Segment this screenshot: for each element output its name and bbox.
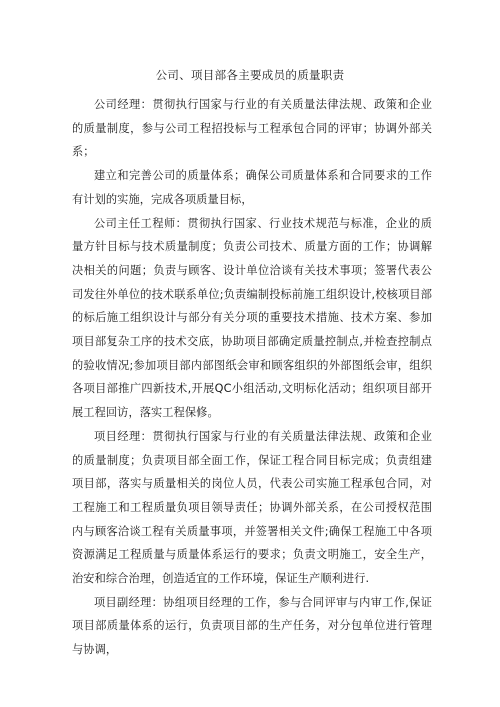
paragraph-project-manager: 项目经理：贯彻执行国家与行业的有关质量法律法规、政策和企业的质量制度；负责项目部全面工作，保证工程合同目标完成；负责组建项目部，落实与质量相关的岗位人员，代表公司实施工程承包合同，对工程施工和工程质量负项目领导责任；协调外部关系，在公司授权范围内与顾客洽谈工程有关质量事项，并签署相关文件;确保工程施工中各项资源满足工程质量与质量体系运行的要求；负责文明施工，安全生产，治安和综合治理，创造适宜的工作环境，保证生产顺利进行. — [72, 429, 432, 586]
paragraph-chief-engineer: 公司主任工程师：贯彻执行国家、行业技术规范与标准，企业的质量方针目标与技术质量制度；负责公司技术、质量方面的工作；协调解决相关的问题；负责与顾客、设计单位洽谈有关技术事项；签署代表公司发往外单位的技术联系单位;负责编制投标前施工组织设计,校核项目部的标后施工组织设计与部分有关分项的重要技术措施、技术方案、参加项目部复杂工序的技术交底，协助项目部确定质量控制点,并检查控制点的验收情况;参加项目部内部图纸会审和顾客组织的外部图纸会审，组织各项目部推广四新技术,开展QC小组活动,文明标化活动；组织项目部开展工程回访，落实工程保修。 — [72, 216, 432, 420]
paragraph-company-manager: 公司经理：贯彻执行国家与行业的有关质量法律法规、政策和企业的质量制度，参与公司工程招投标与工程承包合同的评审；协调外部关系； — [72, 98, 432, 159]
document-body — [72, 93, 432, 662]
paragraph-quality-system: 建立和完善公司的质量体系；确保公司质量体系和合同要求的工作有计划的实施，完成各项质量目标， — [72, 169, 432, 206]
document-title: 公司、项目部各主要成员的质量职责 — [155, 68, 345, 82]
paragraph-deputy-project-manager: 项目副经理：协组项目经理的工作，参与合同评审与内审工作,保证项目部质量体系的运行，负责项目部的生产任务，对分包单位进行管理与协调， — [72, 595, 432, 657]
